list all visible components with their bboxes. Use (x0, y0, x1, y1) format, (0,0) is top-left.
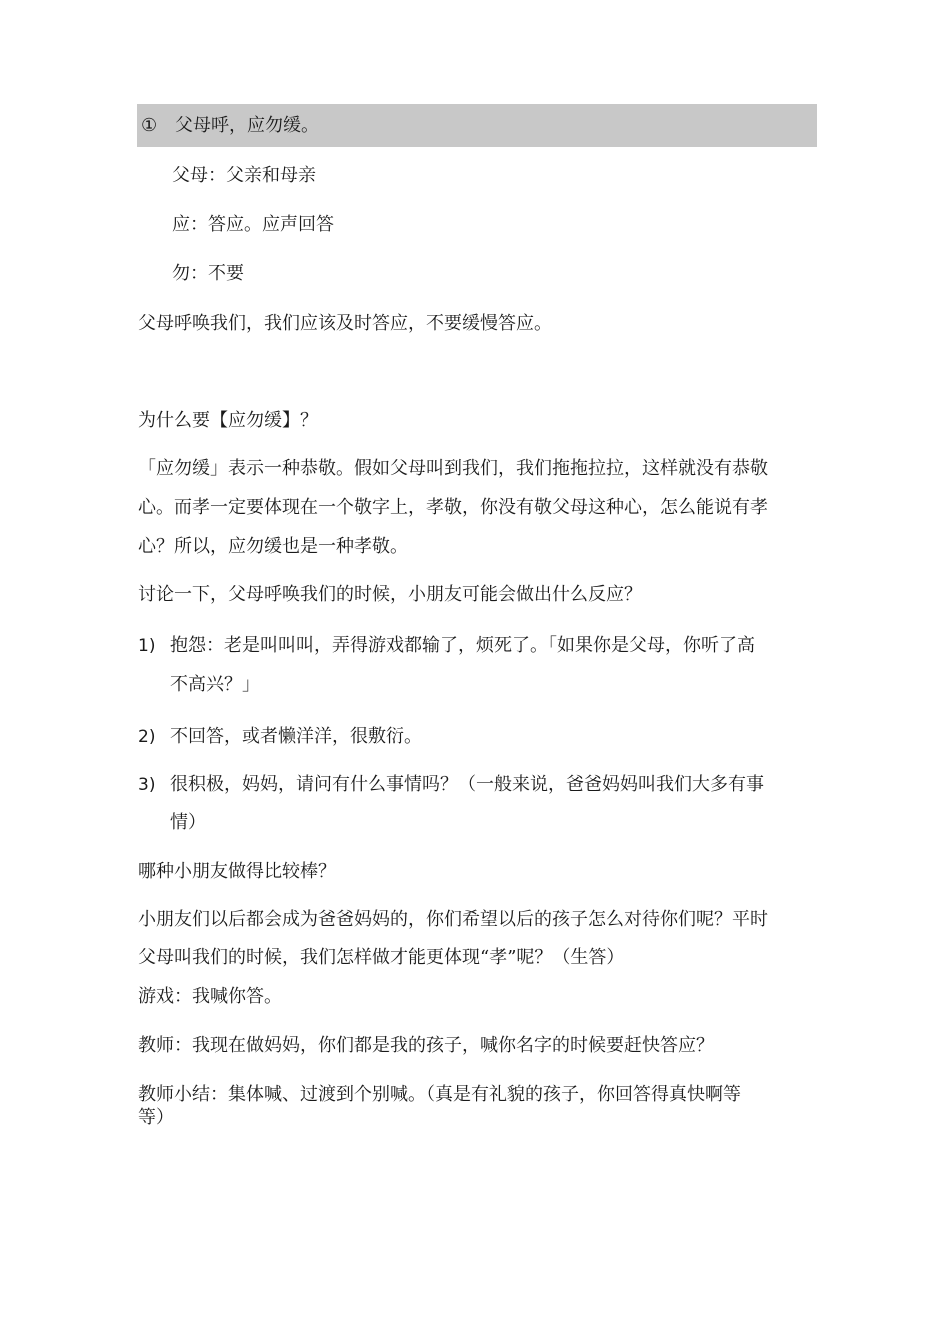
summary-line: 等） (138, 1107, 174, 1128)
future-paragraph-line: 父母叫我们的时候，我们怎样做才能更体现“孝”呢？（生答） (138, 947, 625, 968)
list-item-text: 不回答，或者懒洋洋，很敷衍。 (170, 726, 422, 747)
meaning-paragraph: 父母呼唤我们，我们应该及时答应，不要缓慢答应。 (138, 313, 552, 334)
game-line: 游戏：我喊你答。 (138, 986, 282, 1007)
why-paragraph-line: 「应勿缓」表示一种恭敬。假如父母叫到我们，我们拖拖拉拉，这样就没有恭敬 (138, 458, 768, 479)
summary-line: 教师小结：集体喊、过渡到个别喊。（真是有礼貌的孩子，你回答得真快啊等 (138, 1084, 741, 1105)
list-marker: 2) (138, 727, 156, 747)
section-heading-banner (137, 104, 817, 147)
list-item-text: 情） (170, 812, 206, 833)
list-marker: 3) (138, 775, 156, 795)
discussion-question: 讨论一下，父母呼唤我们的时候，小朋友可能会做出什么反应？ (138, 584, 642, 605)
definition-parents: 父母：父亲和母亲 (172, 165, 316, 186)
list-item-text: 很积极，妈妈，请问有什么事情吗？（一般来说，爸爸妈妈叫我们大多有事 (170, 774, 764, 795)
section-heading-text: 父母呼，应勿缓。 (175, 115, 319, 136)
which-question: 哪种小朋友做得比较棒？ (138, 861, 336, 882)
list-item-text: 不高兴？」 (170, 674, 260, 695)
why-question: 为什么要【应勿缓】？ (138, 410, 318, 431)
circled-number: ① (141, 115, 158, 136)
list-item-text: 抱怨：老是叫叫叫，弄得游戏都输了，烦死了。「如果你是父母，你听了高 (170, 635, 755, 656)
definition-do-not: 勿：不要 (172, 263, 244, 284)
why-paragraph-line: 心？所以，应勿缓也是一种孝敬。 (138, 536, 408, 557)
why-paragraph-line: 心。而孝一定要体现在一个敬字上，孝敬，你没有敬父母这种心，怎么能说有孝 (138, 497, 768, 518)
teacher-line: 教师：我现在做妈妈，你们都是我的孩子，喊你名字的时候要赶快答应？ (138, 1035, 714, 1056)
list-marker: 1) (138, 636, 156, 656)
future-paragraph-line: 小朋友们以后都会成为爸爸妈妈的，你们希望以后的孩子怎么对待你们呢？平时 (138, 909, 768, 930)
definition-answer: 应：答应。应声回答 (172, 214, 334, 235)
